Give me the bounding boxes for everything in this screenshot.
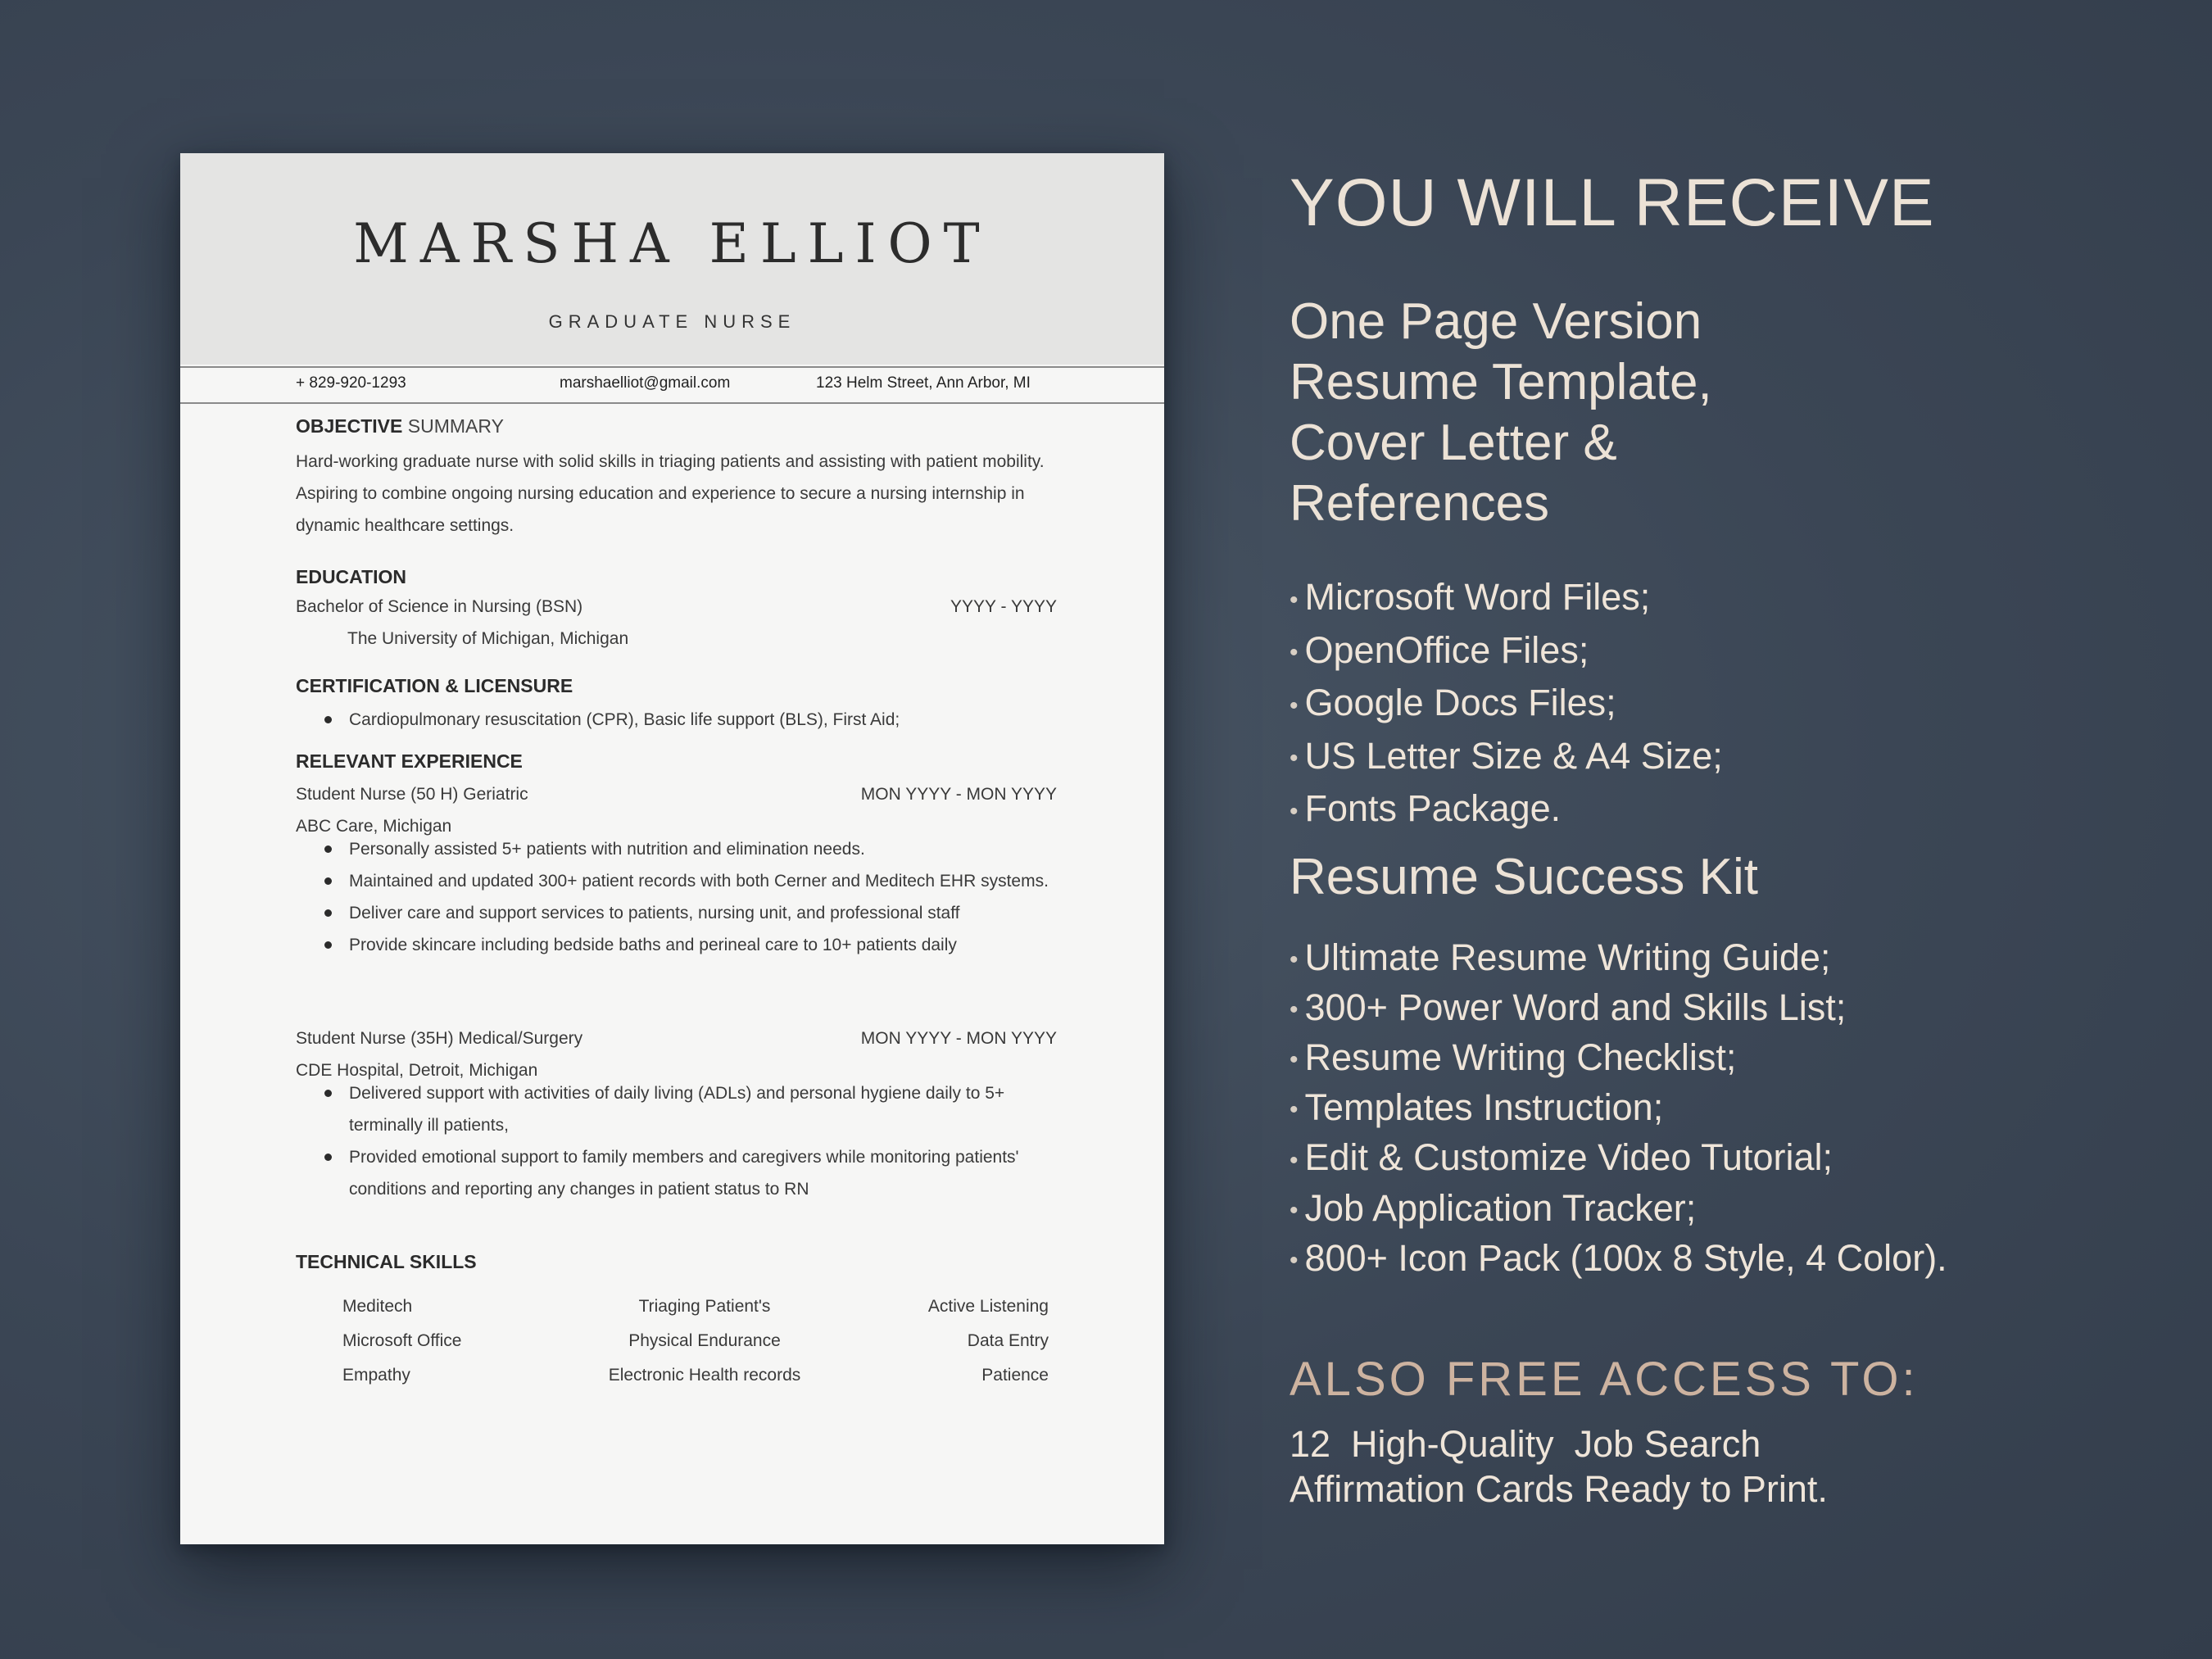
job-place: CDE Hospital, Detroit, Michigan [296,1061,538,1080]
job-bullet: Provided emotional support to family members and caregivers while monitoring patients' conditions and reporting any changes in patient status to RN [349,1148,1019,1199]
skill-item: Electronic Health records [608,1366,801,1385]
kit-item: 800+ Icon Pack (100x 8 Style, 4 Color). [1304,1236,1947,1279]
promo-version-line: One Page Version [1290,293,1702,350]
cards-line: 12 High-Quality Job Search [1290,1423,1761,1465]
list-item [1290,934,1947,984]
certification-title: CERTIFICATION & LICENSURE [296,675,573,696]
promo-version-line: Cover Letter & [1290,415,1617,471]
file-item: Microsoft Word Files; [1304,576,1651,618]
skill-item: Patience [981,1366,1049,1385]
certification-list [321,704,1050,736]
skill-item: Meditech [342,1297,413,1316]
bullet-icon: • [1290,586,1299,614]
list-item [321,897,1050,929]
list-item [321,1077,1050,1141]
skill-item: Active Listening [927,1297,1049,1316]
job-place: ABC Care, Michigan [296,817,452,836]
bullet-icon: • [1290,639,1299,667]
bullet-icon: • [1290,798,1299,826]
file-item: Fonts Package. [1304,787,1562,830]
bullet-icon: • [1290,996,1299,1024]
list-item [1290,1134,1947,1184]
kit-item: Resume Writing Checklist; [1304,1036,1737,1079]
job-position: Student Nurse (50 H) Geriatric [296,785,528,804]
kit-item: Templates Instruction; [1304,1086,1664,1129]
objective-title-bold: OBJECTIVE [296,415,403,437]
promo-version-line: References [1290,475,1550,532]
skill-item: Empathy [342,1366,410,1385]
files-list [1290,572,1723,836]
job-bullets [321,1077,1050,1205]
education-degree: Bachelor of Science in Nursing (BSN) [296,597,583,616]
bullet-icon: • [1290,1096,1299,1124]
list-item [1290,625,1723,678]
kit-item: 300+ Power Word and Skills List; [1304,986,1847,1029]
list-item [321,1141,1050,1205]
resume-page [180,153,1164,1544]
objective-title-light: SUMMARY [402,415,504,437]
list-item [321,833,1050,865]
list-item [1290,572,1723,625]
also-free-title: ALSO FREE ACCESS TO: [1290,1353,1919,1406]
list-item [321,865,1050,897]
list-item [1290,1034,1947,1084]
file-item: US Letter Size & A4 Size; [1304,734,1723,777]
contact-phone: + 829-920-1293 [296,374,406,392]
contact-email: marshaelliot@gmail.com [560,374,731,392]
kit-item: Edit & Customize Video Tutorial; [1304,1136,1833,1179]
list-item [1290,783,1723,836]
resume-role: GRADUATE NURSE [548,311,796,332]
job-position: Student Nurse (35H) Medical/Surgery [296,1029,583,1048]
bullet-icon: • [1290,745,1299,773]
job-dates: MON YYYY - MON YYYY [860,1029,1057,1048]
list-item [321,704,1050,736]
list-item [1290,731,1723,784]
affirmation-cards [1290,1421,1828,1512]
promo-version-line: Resume Template, [1290,354,1712,410]
skill-item: Data Entry [967,1331,1049,1350]
list-item [321,929,1050,961]
education-title: EDUCATION [296,566,407,587]
job-bullet: Deliver care and support services to patients, nursing unit, and professional staff [349,904,960,922]
bullet-icon: • [1290,1246,1299,1274]
promo-heading: YOU WILL RECEIVE [1290,165,1935,240]
bullet-icon: • [1290,1146,1299,1174]
objective-title [296,415,504,437]
job-bullet: Personally assisted 5+ patients with nutrition and elimination needs. [349,840,865,859]
list-item [1290,984,1947,1034]
education-years: YYYY - YYYY [950,597,1057,616]
job-bullet: Maintained and updated 300+ patient records with both Cerner and Meditech EHR systems. [349,872,1049,891]
skill-item: Microsoft Office [342,1331,462,1350]
education-school: The University of Michigan, Michigan [347,629,629,648]
certification-item: Cardiopulmonary resuscitation (CPR), Basic life support (BLS), First Aid; [349,710,900,729]
experience-title: RELEVANT EXPERIENCE [296,750,523,772]
job-bullet: Provide skincare including bedside baths and perineal care to 10+ patients daily [349,936,957,954]
contact-bar [180,366,1164,404]
skills-title: TECHNICAL SKILLS [296,1251,477,1272]
list-item [1290,1235,1947,1285]
file-item: OpenOffice Files; [1304,628,1589,671]
skill-item: Physical Endurance [628,1331,781,1350]
list-item [1290,1084,1947,1134]
kit-title: Resume Success Kit [1290,849,1758,905]
list-item [1290,678,1723,731]
contact-address: 123 Helm Street, Ann Arbor, MI [816,374,1031,392]
job-bullets [321,833,1050,961]
promo-version [1290,292,1712,534]
job-dates: MON YYYY - MON YYYY [860,785,1057,804]
bullet-icon: • [1290,1196,1299,1224]
objective-text: Hard-working graduate nurse with solid skills in triaging patients and assisting with patient mobility. Aspiring to combine ongoing nursing education and experience to secure a nursing internship in dynamic healthcare settings. [296,452,1045,535]
bullet-icon: • [1290,946,1299,974]
skill-item: Triaging Patient's [638,1297,771,1316]
bullet-icon: • [1290,691,1299,719]
bullet-icon: • [1290,1046,1299,1074]
cards-line: Affirmation Cards Ready to Print. [1290,1468,1828,1510]
kit-list [1290,934,1947,1285]
kit-item: Job Application Tracker; [1304,1186,1697,1229]
list-item [1290,1185,1947,1235]
kit-item: Ultimate Resume Writing Guide; [1304,936,1831,978]
resume-name: MARSHA ELLIOT [353,212,991,275]
file-item: Google Docs Files; [1304,682,1616,724]
job-bullet: Delivered support with activities of daily living (ADLs) and personal hygiene daily to 5+ terminally ill patients, [349,1084,1005,1135]
